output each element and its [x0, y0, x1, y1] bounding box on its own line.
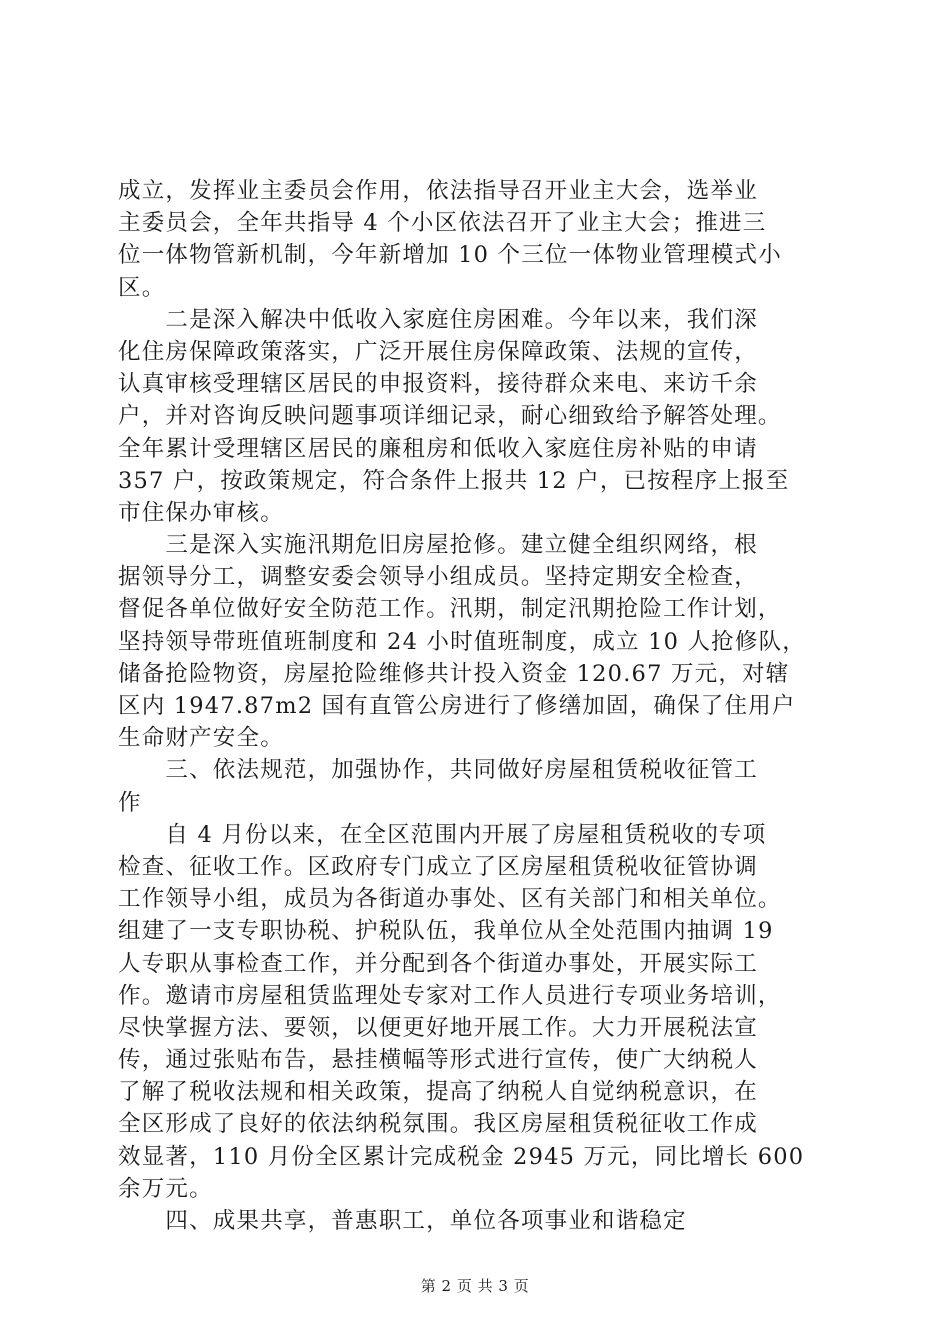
text-line: 位一体物管新机制，今年新增加 10 个三位一体物业管理模式小	[118, 242, 782, 269]
text-line: 化住房保障政策落实，广泛开展住房保障政策、法规的宣传，	[118, 338, 758, 365]
text-line: 坚持领导带班值班制度和 24 小时值班制度，成立 10 人抢修队，	[118, 628, 806, 655]
text-line: 357 户，按政策规定，符合条件上报共 12 户，已按程序上报至	[118, 467, 790, 494]
text-line: 四、成果共享，普惠职工，单位各项事业和谐稳定	[118, 1208, 687, 1234]
text-line: 了解了税收法规和相关政策，提高了纳税人自觉纳税意识，在	[118, 1079, 758, 1106]
text-line: 尽快掌握方法、要领，以便更好地开展工作。大力开展税法宣	[118, 1014, 758, 1041]
page-footer: 第 2 页 共 3 页	[420, 1277, 530, 1295]
text-line: 生命财产安全。	[118, 725, 284, 752]
text-line: 效显著，110 月份全区累计完成税金 2945 万元，同比增长 600	[118, 1143, 805, 1170]
text-line: 区内 1947.87m2 国有直管公房进行了修缮加固，确保了住用户	[118, 693, 796, 719]
text-line: 储备抢险物资，房屋抢险维修共计投入资金 120.67 万元，对辖	[118, 660, 790, 687]
text-line: 全年累计受理辖区居民的廉租房和低收入家庭住房补贴的申请	[118, 435, 758, 462]
text-line: 户，并对咨询反映问题事项详细记录，耐心细致给予解答处理。	[118, 403, 782, 430]
text-line: 认真审核受理辖区居民的申报资料，接待群众来电、来访千余	[118, 371, 758, 398]
text-line: 自 4 月份以来，在全区范围内开展了房屋租赁税收的专项	[118, 821, 767, 848]
text-line: 人专职从事检查工作，并分配到各个街道办事处，开展实际工	[118, 950, 758, 977]
text-line: 全区形成了良好的依法纳税氛围。我区房屋租赁税征收工作成	[118, 1111, 758, 1138]
text-line: 督促各单位做好安全防范工作。汛期，制定汛期抢险工作计划，	[118, 596, 782, 623]
text-line: 三、依法规范，加强协作，共同做好房屋租赁税收征管工	[118, 757, 758, 784]
text-line: 组建了一支专职协税、护税队伍，我单位从全处范围内抽调 19	[118, 918, 774, 945]
text-line: 工作领导小组，成员为各街道办事处、区有关部门和相关单位。	[118, 886, 782, 913]
text-line: 三是深入实施汛期危旧房屋抢修。建立健全组织网络，根	[118, 532, 758, 559]
document-body	[118, 175, 838, 1237]
text-line: 作。邀请市房屋租赁监理处专家对工作人员进行专项业务培训，	[118, 982, 782, 1009]
text-line: 成立，发挥业主委员会作用，依法指导召开业主大会，选举业	[118, 178, 758, 204]
text-line: 作	[118, 789, 142, 816]
text-line: 区。	[118, 274, 166, 301]
text-line: 据领导分工，调整安委会领导小组成员。坚持定期安全检查，	[118, 564, 758, 591]
text-line: 传，通过张贴布告，悬挂横幅等形式进行宣传，使广大纳税人	[118, 1047, 758, 1074]
text-line: 市住保办审核。	[118, 499, 284, 526]
text-line: 余万元。	[118, 1175, 213, 1202]
text-line: 主委员会，全年共指导 4 个小区依法召开了业主大会；推进三	[118, 210, 767, 237]
text-line: 二是深入解决中低收入家庭住房困难。今年以来，我们深	[118, 306, 758, 333]
text-line: 检查、征收工作。区政府专门成立了区房屋租赁税收征管协调	[118, 853, 758, 880]
